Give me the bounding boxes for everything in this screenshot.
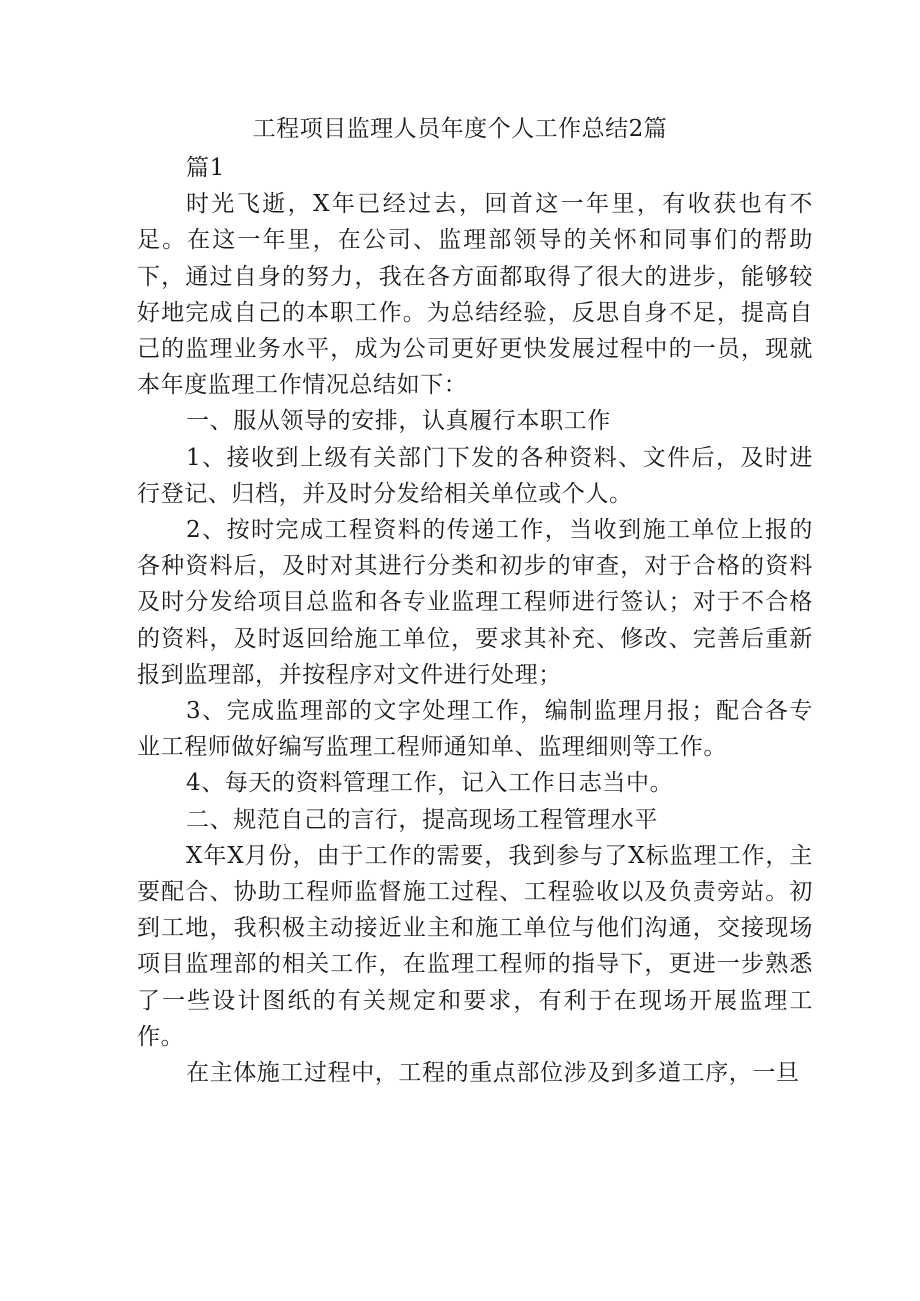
section-label: 篇1 <box>186 155 225 181</box>
list-item-4: 4、每天的资料管理工作，记入工作日志当中。 <box>186 770 674 797</box>
document-title: 工程项目监理人员年度个人工作总结2篇 <box>252 116 668 142</box>
section-heading-1: 一、服从领导的安排，认真履行本职工作 <box>186 408 611 435</box>
list-item-1: 1、接收到上级有关部门下发的各种资料、文件后，及时进行登记、归档，并及时分发给相关单位或个人。 <box>137 444 813 507</box>
intro-paragraph: 时光飞逝，X年已经过去，回首这一年里，有收获也有不足。在这一年里，在公司、监理部领导的关怀和同事们的帮助下，通过自身的努力，我在各方面都取得了很大的进步，能够较好地完成自己的本职工作。为总结经验，反思自身不足，提高自己的监理业务水平，成为公司更好更快发展过程中的一员，现就本年度监理工作情况总结如下： <box>137 191 813 399</box>
body-paragraph: 在主体施工过程中，工程的重点部位涉及到多道工序，一旦 <box>186 1060 800 1087</box>
document-body <box>137 150 813 1091</box>
section-heading-2: 二、规范自己的言行，提高现场工程管理水平 <box>186 806 658 833</box>
list-item-3: 3、完成监理部的文字处理工作，编制监理月报；配合各专业工程师做好编写监理工程师通知单、监理细则等工作。 <box>137 698 813 761</box>
list-item-2: 2、按时完成工程资料的传递工作，当收到施工单位上报的各种资料后，及时对其进行分类和初步的审查，对于合格的资料及时分发给项目总监和各专业监理工程师进行签认；对于不合格的资料，及时返回给施工单位，要求其补充、修改、完善后重新报到监理部，并按程序对文件进行处理； <box>137 517 813 688</box>
body-paragraph: X年X月份，由于工作的需要，我到参与了X标监理工作，主要配合、协助工程师监督施工过程、工程验收以及负责旁站。初到工地，我积极主动接近业主和施工单位与他们沟通，交接现场项目监理部的相关工作，在监理工程师的指导下，更进一步熟悉了一些设计图纸的有关规定和要求，有利于在现场开展监理工作。 <box>137 842 813 1050</box>
